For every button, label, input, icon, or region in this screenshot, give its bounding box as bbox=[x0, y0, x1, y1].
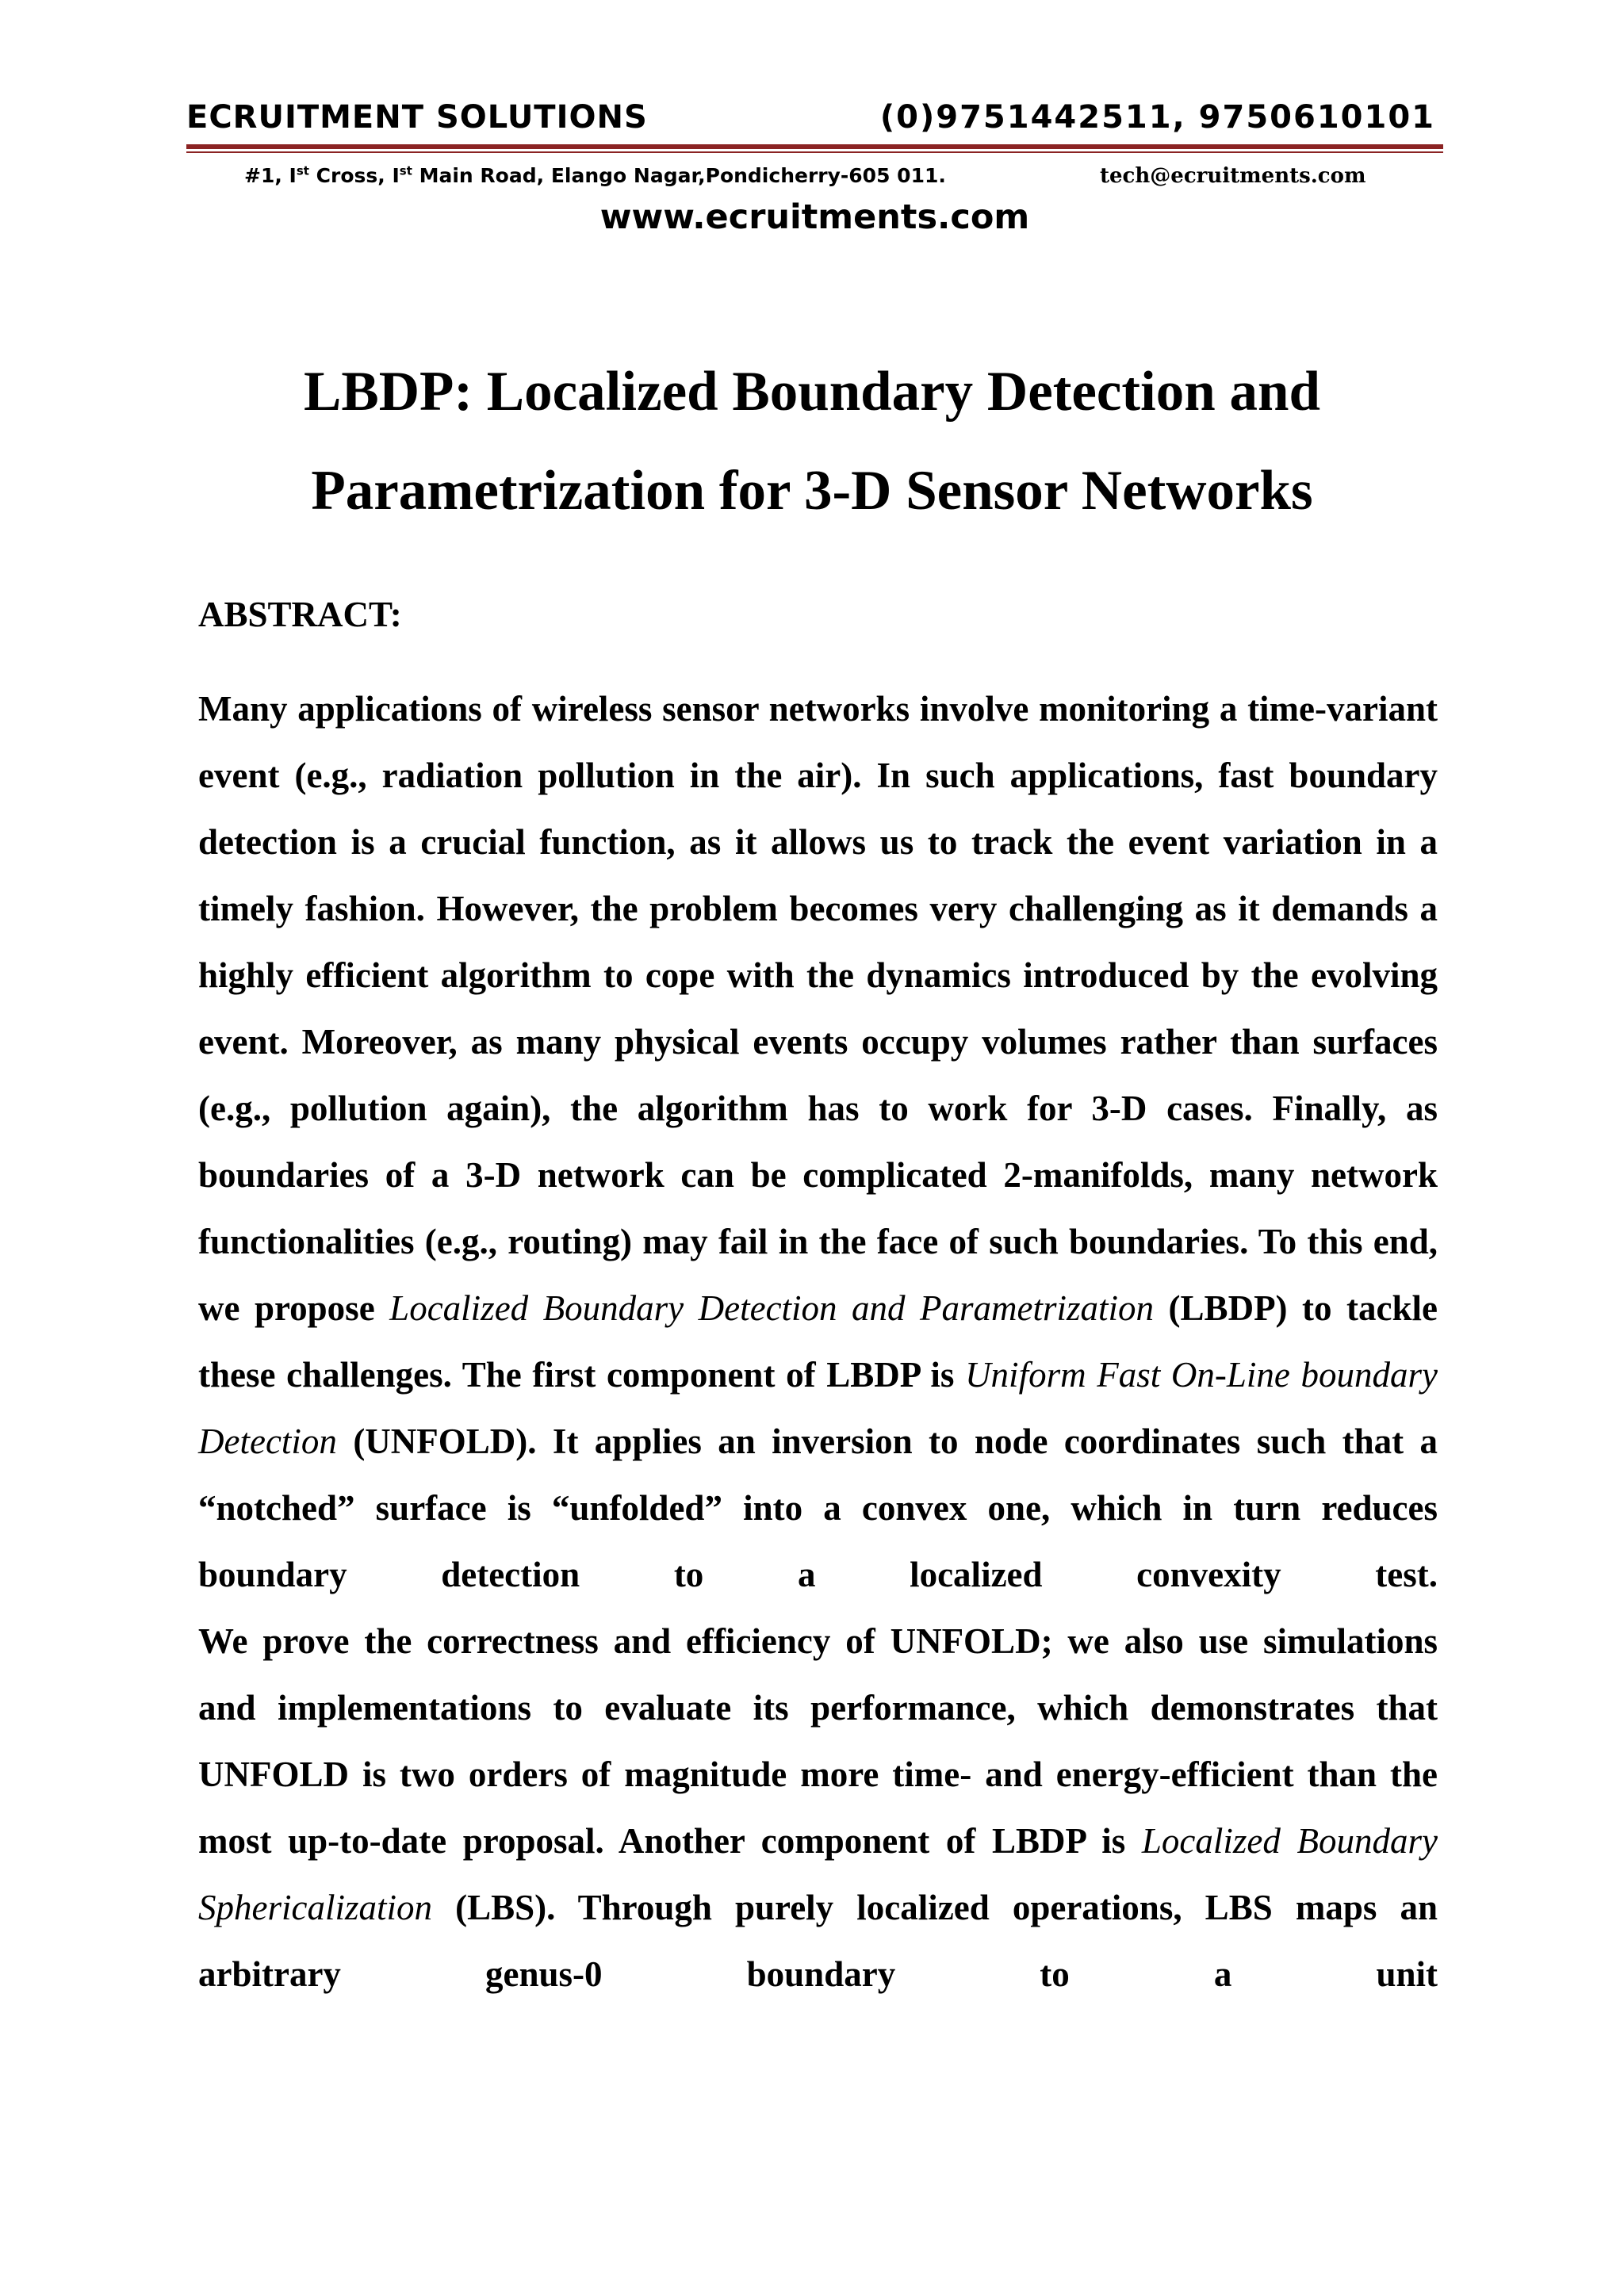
abstract-paragraph-2: We prove the correctness and efficiency of UNFOLD; we also use simulations and implementations to evaluate its performance, which demonstrates that UNFOLD is two orders of magnitude more time- and energy-efficient than the most up-to-date proposal. Another component of LBDP is Localized Boundary Sphericalization (LBS). Through purely localized operations, LBS maps an arbitrary genus-0 boundary to a unit bbox=[198, 1621, 1438, 1994]
term-lbdp: Localized Boundary Detection and Parametrization bbox=[389, 1288, 1155, 1328]
company-website: www.ecruitments.com bbox=[599, 197, 1030, 237]
letterhead bbox=[186, 94, 1443, 237]
term-unfold: Uniform Fast On-Line boundary Detection bbox=[198, 1355, 1438, 1461]
document-title-line-1: LBDP: Localized Boundary Detection and bbox=[304, 361, 1320, 423]
abstract-paragraph-1: Many applications of wireless sensor networks involve monitoring a time-variant event (e.g., radiation pollution in the air). In such applications, fast boundary detection is a crucial function, as it allows us to track the event variation in a timely fashion. However, the problem becomes very challenging as it demands a highly efficient algorithm to cope with the dynamics introduced by the evolving event. Moreover, as many physical events occupy volumes rather than surfaces (e.g., pollution again), the algorithm has to work for 3-D cases. Finally, as boundaries of a 3-D network can be complicated 2-manifolds, many network functionalities (e.g., routing) may fail in the face of such boundaries. To this end, we propose Localized Boundary Detection and Parametrization (LBDP) to tackle these challenges. The first component of LBDP is Uniform Fast On-Line boundary Detection (UNFOLD). It applies an inversion to node coordinates such that a “notched” surface is “unfolded” into a convex one, which in turn reduces boundary detection to a localized convexity test. bbox=[198, 689, 1438, 1594]
letterhead-top-row bbox=[186, 94, 1443, 141]
term-lbs: Localized Boundary Sphericalization bbox=[198, 1821, 1438, 1927]
phone-numbers: (0)9751442511, 9750610101 bbox=[879, 99, 1435, 136]
company-email: tech@ecruitments.com bbox=[1100, 164, 1366, 188]
document-title bbox=[159, 342, 1465, 541]
document-title-line-2: Parametrization for 3-D Sensor Networks bbox=[311, 460, 1313, 522]
company-name: ECRUITMENT SOLUTIONS bbox=[186, 99, 648, 136]
letterhead-contact-row bbox=[186, 159, 1443, 194]
letterhead-divider-thin bbox=[186, 151, 1443, 153]
abstract-body bbox=[198, 675, 1438, 2007]
letterhead-divider-thick bbox=[186, 144, 1443, 149]
company-address: #1, Ist Cross, Ist Main Road, Elango Nagar,Pondicherry-605 011. bbox=[244, 163, 946, 187]
abstract-heading: ABSTRACT: bbox=[198, 595, 402, 634]
